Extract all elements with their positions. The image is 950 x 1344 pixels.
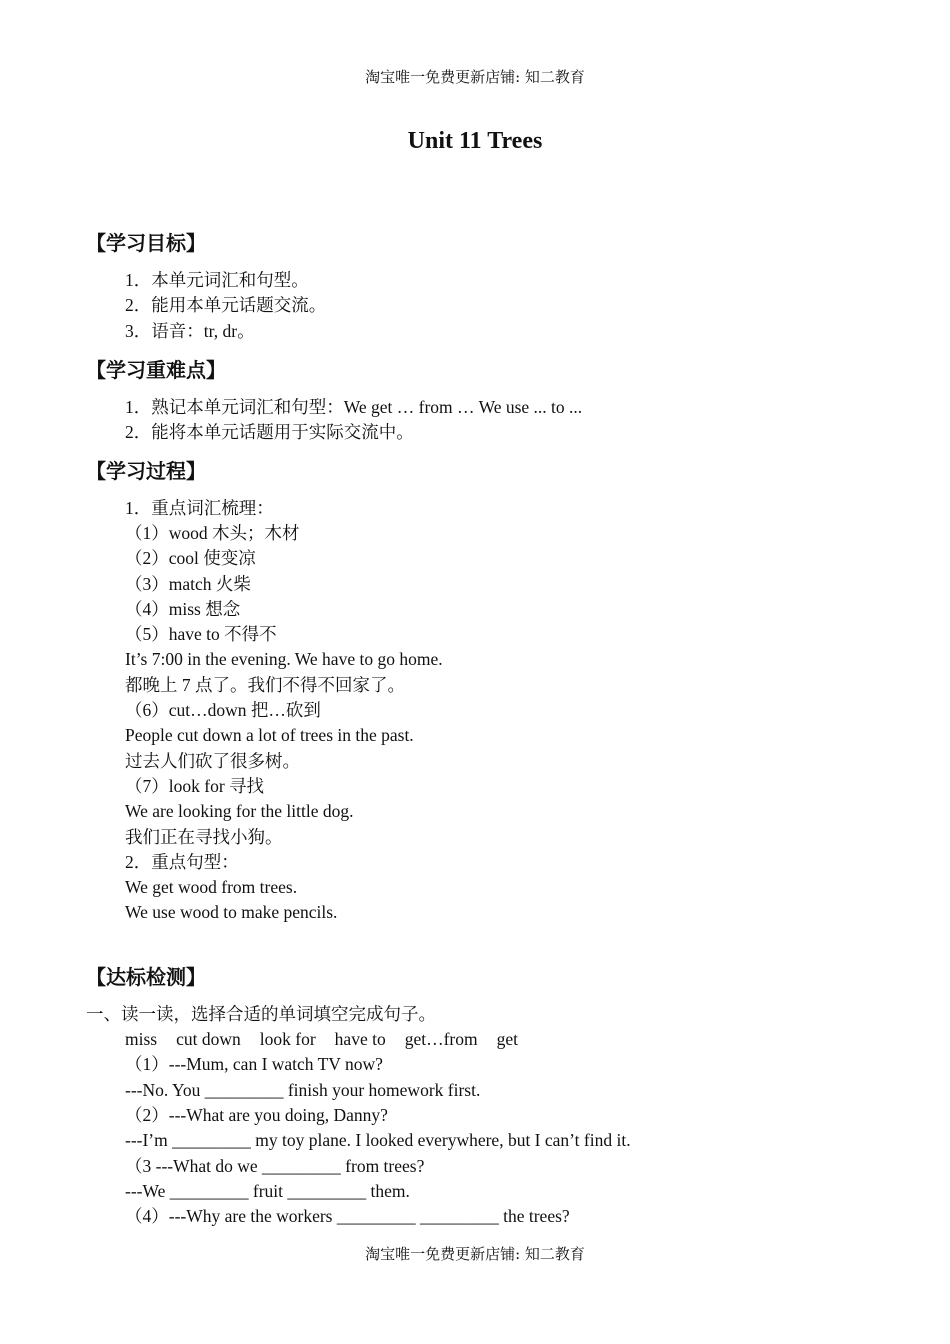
- process-line: （3）match 火柴: [125, 574, 251, 594]
- page-title: Unit 11 Trees: [407, 128, 543, 154]
- process-line: People cut down a lot of trees in the past.: [125, 725, 414, 745]
- test-line: ---No. You _________ finish your homework first.: [125, 1080, 481, 1100]
- process-line: We are looking for the little dog.: [125, 801, 354, 821]
- process-heading: 【学习过程】: [86, 459, 206, 483]
- test-instruction: 一、读一读，选择合适的单词填空完成句子。: [86, 1004, 436, 1024]
- test-line: （2）---What are you doing, Danny?: [125, 1105, 388, 1125]
- process-line: （7）look for 寻找: [125, 776, 265, 796]
- process-line: （4）miss 想念: [125, 599, 241, 619]
- goal-item: 3．语音：tr, dr。: [125, 321, 255, 341]
- keypoints-heading: 【学习重难点】: [86, 358, 226, 382]
- word-bank-item: have to: [334, 1029, 386, 1049]
- test-line: （1）---Mum, can I watch TV now?: [125, 1054, 383, 1074]
- process-line: （2）cool 使变凉: [125, 548, 256, 568]
- page-footer: 淘宝唯一免费更新店铺: 知二教育: [365, 1245, 585, 1263]
- process-line: 2．重点句型：: [125, 852, 239, 872]
- goal-item: 1．本单元词汇和句型。: [125, 270, 309, 290]
- keypoint-item: 2．能将本单元话题用于实际交流中。: [125, 422, 414, 442]
- word-bank-item: miss: [125, 1029, 158, 1049]
- process-line: 都晚上 7 点了。我们不得不回家了。: [125, 675, 405, 695]
- test-heading: 【达标检测】: [86, 965, 206, 989]
- word-bank-item: cut down: [176, 1029, 241, 1049]
- process-line: 我们正在寻找小狗。: [125, 827, 283, 847]
- test-line: （3 ---What do we _________ from trees?: [125, 1156, 425, 1176]
- process-line: （1）wood 木头；木材: [125, 523, 300, 543]
- test-line: ---I’m _________ my toy plane. I looked everywhere, but I can’t find it.: [125, 1130, 631, 1150]
- process-line: It’s 7:00 in the evening. We have to go home.: [125, 649, 443, 669]
- goals-heading: 【学习目标】: [86, 231, 206, 255]
- word-bank-item: get…from: [404, 1029, 478, 1049]
- goal-item: 2．能用本单元话题交流。: [125, 295, 327, 315]
- process-line: （6）cut…down 把…砍到: [125, 700, 321, 720]
- process-line: We use wood to make pencils.: [125, 902, 338, 922]
- process-line: 1．重点词汇梳理：: [125, 498, 274, 518]
- process-line: 过去人们砍了很多树。: [125, 751, 300, 771]
- word-bank-item: look for: [259, 1029, 316, 1049]
- process-line: We get wood from trees.: [125, 877, 298, 897]
- test-line: ---We _________ fruit _________ them.: [125, 1181, 410, 1201]
- word-bank-item: get: [496, 1029, 518, 1049]
- process-line: （5）have to 不得不: [125, 624, 277, 644]
- page-header: 淘宝唯一免费更新店铺: 知二教育: [365, 68, 585, 86]
- test-line: （4）---Why are the workers _________ _________ the trees?: [125, 1206, 570, 1226]
- word-bank: [125, 1027, 537, 1051]
- keypoint-item: 1．熟记本单元词汇和句型：We get … from … We use ... to ...: [125, 397, 583, 417]
